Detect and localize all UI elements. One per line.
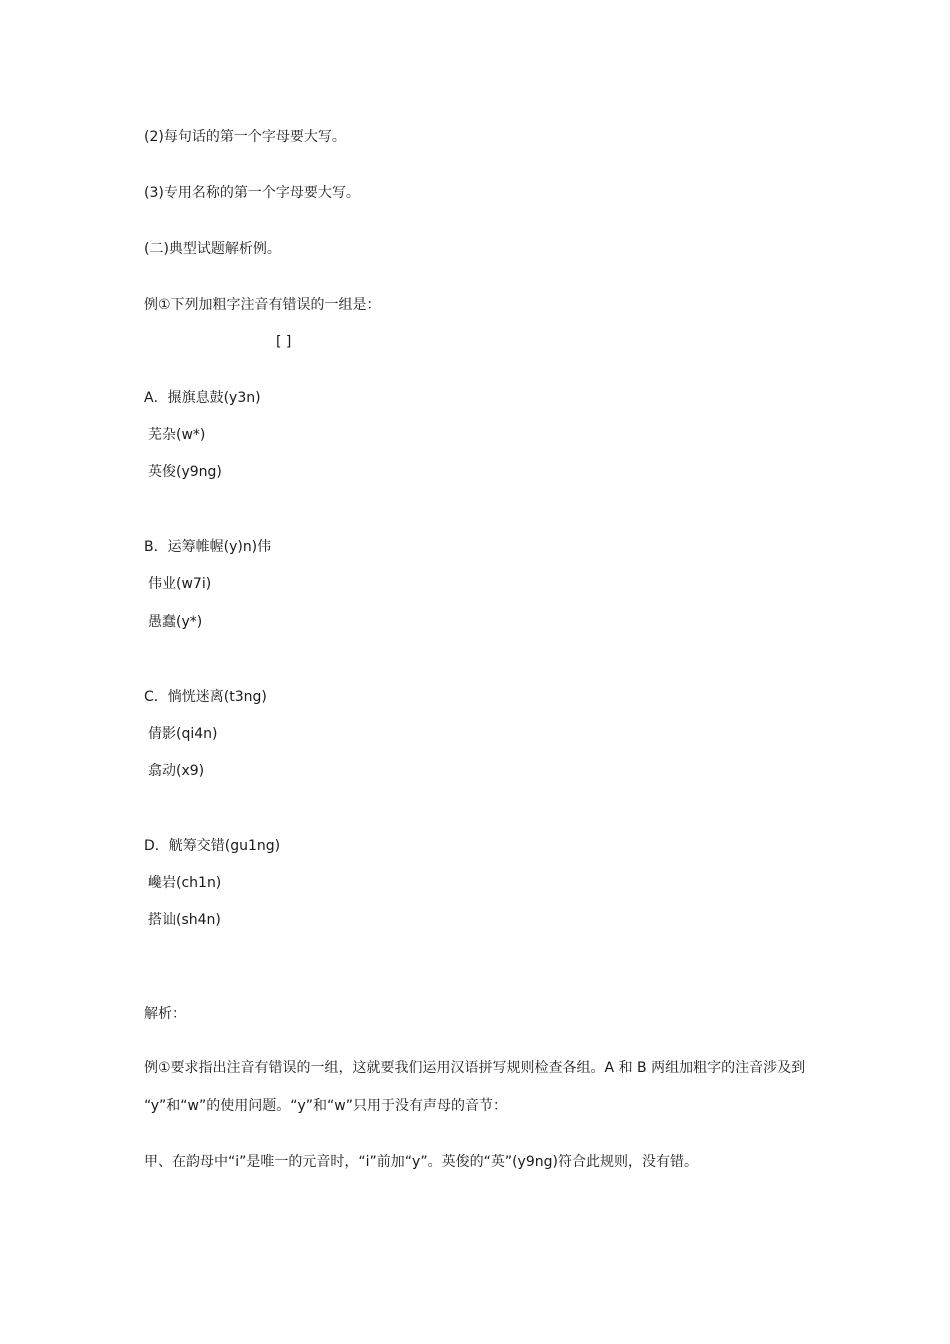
option-c-item-2: 翕动(x9) xyxy=(148,763,205,779)
option-c-label: C．惝恍迷离(t3ng) xyxy=(144,689,267,705)
rule-2: (2)每句话的第一个字母要大写。 xyxy=(144,129,346,145)
option-d-item-2: 搭讪(sh4n) xyxy=(148,912,221,928)
option-a-item-1: 芜杂(w*) xyxy=(148,427,206,443)
option-d-label: D．觥筹交错(gu1ng) xyxy=(144,838,281,854)
section-heading: (二)典型试题解析例。 xyxy=(144,241,281,257)
analysis-para1-line2: “y”和“w”的使用问题。“y”和“w”只用于没有声母的音节： xyxy=(144,1098,507,1114)
option-b-item-1: 伟业(w7i) xyxy=(148,576,212,592)
option-c-item-1: 倩影(qi4n) xyxy=(148,726,218,742)
question-stem: 例①下列加粗字注音有错误的一组是： xyxy=(144,297,381,313)
option-b-item-2: 愚蠢(y*) xyxy=(148,614,203,630)
analysis-para1-line1: 例①要求指出注音有错误的一组，这就要我们运用汉语拼写规则检查各组。A 和 B 两组加粗字的注音涉及到 xyxy=(144,1060,806,1076)
analysis-para2: 甲、在韵母中“i”是唯一的元音时，“i”前加“y”。英俊的“英”(y9ng)符合此规则，没有错。 xyxy=(144,1154,698,1170)
option-b-label: B．运筹帷幄(y)n)伟 xyxy=(144,539,272,555)
rule-3: (3)专用名称的第一个字母要大写。 xyxy=(144,185,360,201)
answer-brackets: [ ] xyxy=(276,334,292,350)
option-a-item-2: 英俊(y9ng) xyxy=(148,464,222,480)
option-a-label: A．搌旗息鼓(y3n) xyxy=(144,390,261,406)
option-d-item-1: 巉岩(ch1n) xyxy=(148,875,222,891)
analysis-heading: 解析： xyxy=(144,1006,186,1022)
